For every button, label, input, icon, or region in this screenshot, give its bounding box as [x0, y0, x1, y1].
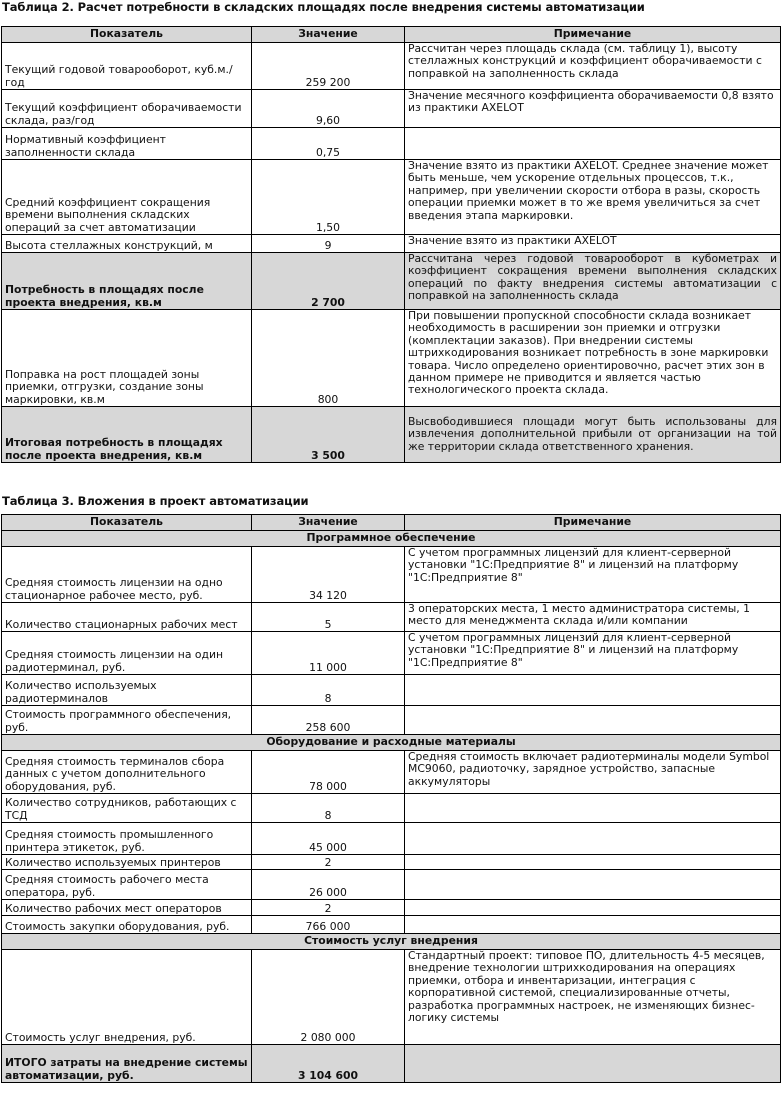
row-note [405, 1045, 781, 1083]
row-param: Стоимость услуг внедрения, руб. [2, 950, 252, 1045]
table-row [2, 235, 781, 253]
table-row [2, 407, 781, 463]
row-value: 3 500 [252, 407, 405, 463]
row-value: 45 000 [252, 823, 405, 855]
row-note [405, 675, 781, 706]
row-note [405, 128, 781, 160]
table-row [2, 900, 781, 916]
row-note: С учетом программных лицензий для клиент-серверной установки "1С:Предприятие 8" и лицензий на платформу "1С:Предприятие 8" [405, 547, 781, 603]
table2-caption: Таблица 2. Расчет потребности в складских площадях после внедрения системы автоматизации [2, 0, 645, 14]
row-note: При повышении пропускной способности склада возникает необходимость в расширении зон приемки и отгрузки (комплектации заказов). При внедрении системы штрихкодирования возникает потребность в зоне маркировки товара. Число определено ориентировочно, расчет этих зон в данном примере не приводится и является частью технологического проекта склада. [405, 310, 781, 407]
row-param: Количество стационарных рабочих мест [2, 603, 252, 632]
row-param: Поправка на рост площадей зоны приемки, отгрузки, создание зоны маркировки, кв.м [2, 310, 252, 407]
row-param: Количество рабочих мест операторов [2, 900, 252, 916]
row-note [405, 823, 781, 855]
row-value: 1,50 [252, 160, 405, 235]
row-value: 34 120 [252, 547, 405, 603]
row-param: Средняя стоимость терминалов сбора данных с учетом дополнительного оборудования, руб. [2, 751, 252, 794]
row-value: 11 000 [252, 632, 405, 675]
row-value: 766 000 [252, 916, 405, 934]
table-row [2, 870, 781, 900]
header-value: Значение [252, 515, 405, 531]
row-value: 258 600 [252, 706, 405, 735]
table-row [2, 1045, 781, 1083]
row-param: Количество используемых принтеров [2, 855, 252, 870]
section-title: Программное обеспечение [2, 531, 781, 547]
table-row [2, 90, 781, 128]
row-note: Средняя стоимость включает радиотерминалы модели Symbol MC9060, радиоточку, зарядное устройство, запасные аккумуляторы [405, 751, 781, 794]
row-note: Значение взято из практики AXELOT [405, 235, 781, 253]
table-row [2, 253, 781, 310]
table-row [2, 547, 781, 603]
row-value: 800 [252, 310, 405, 407]
row-value: 2 [252, 855, 405, 870]
row-param: Текущий годовой товарооборот, куб.м./год [2, 43, 252, 90]
row-value: 0,75 [252, 128, 405, 160]
header-note: Примечание [405, 515, 781, 531]
row-value: 259 200 [252, 43, 405, 90]
table-row [2, 310, 781, 407]
row-note: Значение месячного коэффициента оборачиваемости 0,8 взято из практики AXELOT [405, 90, 781, 128]
row-param: Текущий коэффициент оборачиваемости склада, раз/год [2, 90, 252, 128]
row-note [405, 900, 781, 916]
row-note: С учетом программных лицензий для клиент-серверной установки "1С:Предприятие 8" и лицензий на платформу "1С:Предприятие 8" [405, 632, 781, 675]
table-row [2, 160, 781, 235]
row-note: Высвободившиеся площади могут быть использованы для извлечения дополнительной прибыли от организации на той же территории склада ответственного хранения. [405, 407, 781, 463]
row-param: ИТОГО затраты на внедрение системы автоматизации, руб. [2, 1045, 252, 1083]
table2-header-row [2, 27, 781, 43]
row-note [405, 855, 781, 870]
table-row [2, 128, 781, 160]
table3 [1, 514, 781, 1083]
row-param: Нормативный коэффициент заполненности склада [2, 128, 252, 160]
row-param: Высота стеллажных конструкций, м [2, 235, 252, 253]
row-note [405, 706, 781, 735]
row-note: Значение взято из практики AXELOT. Среднее значение может быть меньше, чем ускорение отдельных процессов, т.к., например, при увеличении скорости отбора в разы, скорость операции приемки может в то же время увеличиться за счет введения этапа маркировки. [405, 160, 781, 235]
row-value: 5 [252, 603, 405, 632]
row-value: 3 104 600 [252, 1045, 405, 1083]
row-note: 3 операторских места, 1 место администратора системы, 1 место для менеджмента склада и/или компании [405, 603, 781, 632]
row-param: Средняя стоимость лицензии на одно стационарное рабочее место, руб. [2, 547, 252, 603]
table-row [2, 950, 781, 1045]
table-row [2, 603, 781, 632]
table-row [2, 751, 781, 794]
table-row [2, 916, 781, 934]
row-param: Итоговая потребность в площадях после проекта внедрения, кв.м [2, 407, 252, 463]
table-row [2, 675, 781, 706]
table-row [2, 794, 781, 823]
section-row-software [2, 531, 781, 547]
table-row [2, 823, 781, 855]
table2 [1, 26, 781, 463]
row-value: 8 [252, 675, 405, 706]
row-param: Потребность в площадях после проекта внедрения, кв.м [2, 253, 252, 310]
header-note: Примечание [405, 27, 781, 43]
header-param: Показатель [2, 27, 252, 43]
row-param: Стоимость закупки оборудования, руб. [2, 916, 252, 934]
row-value: 9 [252, 235, 405, 253]
row-note: Рассчитана через годовой товарооборот в кубометрах и коэффициент сокращения времени выполнения складских операций по факту внедрения системы автоматизации с поправкой на заполненность склада [405, 253, 781, 310]
row-value: 2 700 [252, 253, 405, 310]
table3-caption: Таблица 3. Вложения в проект автоматизации [2, 494, 309, 508]
row-param: Средний коэффициент сокращения времени выполнения складских операций за счет автоматизации [2, 160, 252, 235]
row-param: Количество сотрудников, работающих с ТСД [2, 794, 252, 823]
row-value: 2 080 000 [252, 950, 405, 1045]
section-title: Стоимость услуг внедрения [2, 934, 781, 950]
row-param: Стоимость программного обеспечения, руб. [2, 706, 252, 735]
row-param: Средняя стоимость промышленного принтера этикеток, руб. [2, 823, 252, 855]
table-row [2, 706, 781, 735]
row-value: 9,60 [252, 90, 405, 128]
row-param: Средняя стоимость рабочего места оператора, руб. [2, 870, 252, 900]
row-param: Количество используемых радиотерминалов [2, 675, 252, 706]
row-value: 78 000 [252, 751, 405, 794]
row-value: 8 [252, 794, 405, 823]
row-note: Рассчитан через площадь склада (см. таблицу 1), высоту стеллажных конструкций и коэффициент оборачиваемости с поправкой на заполненность склада [405, 43, 781, 90]
table-row [2, 632, 781, 675]
row-value: 26 000 [252, 870, 405, 900]
header-value: Значение [252, 27, 405, 43]
header-param: Показатель [2, 515, 252, 531]
row-param: Средняя стоимость лицензии на один радиотерминал, руб. [2, 632, 252, 675]
row-note [405, 916, 781, 934]
table-row [2, 855, 781, 870]
row-note: Стандартный проект: типовое ПО, длительность 4-5 месяцев, внедрение технологии штрихкодирования на операциях приемки, отбора и инвентаризации, интеграция с корпоративной системой, специализированные отчеты, разработка программных настроек, не изменяющих бизнес-логику системы [405, 950, 781, 1045]
section-row-services [2, 934, 781, 950]
row-note [405, 794, 781, 823]
section-title: Оборудование и расходные материалы [2, 735, 781, 751]
row-value: 2 [252, 900, 405, 916]
section-row-equipment [2, 735, 781, 751]
table-row [2, 43, 781, 90]
table3-header-row [2, 515, 781, 531]
row-note [405, 870, 781, 900]
